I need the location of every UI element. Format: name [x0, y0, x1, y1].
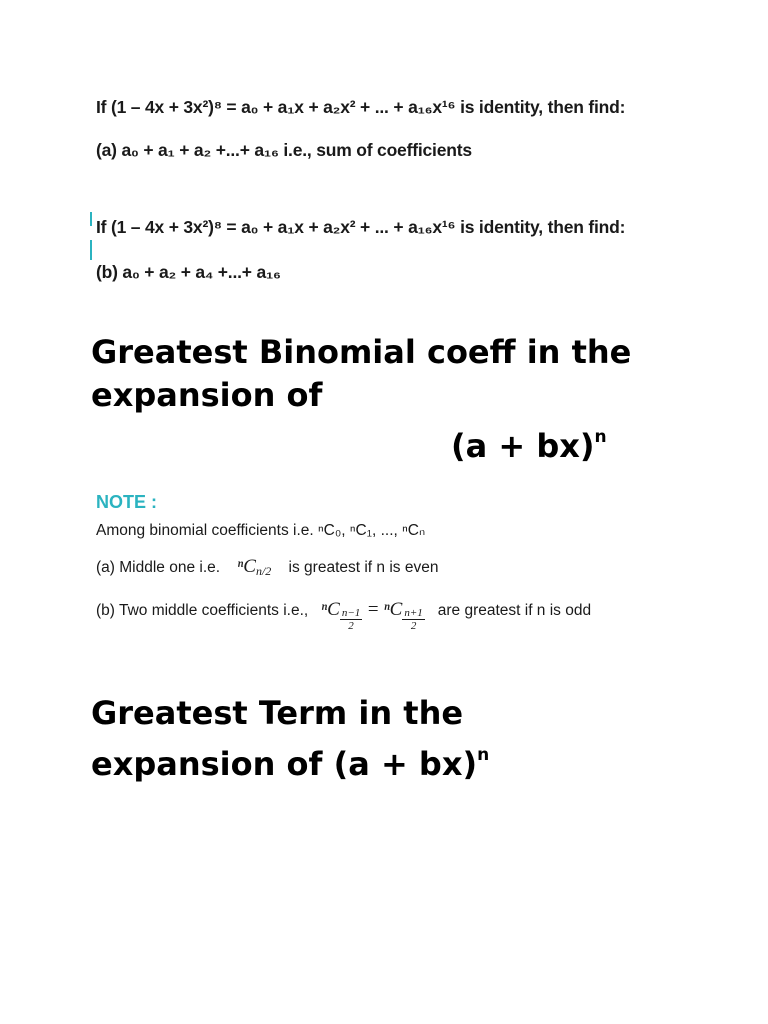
heading-greatest-term-text: expansion of (a + bx): [91, 745, 478, 783]
heading-greatest-binomial-coeff-line2: expansion of: [91, 376, 323, 414]
fraction-b-numerator: n+1: [404, 607, 423, 619]
expression-exponent: n: [594, 427, 607, 447]
problem-line-3: If (1 – 4x + 3x²)⁸ = a₀ + a₁x + a₂x² + ... + a₁₆x¹⁶ is identity, then find:: [96, 217, 626, 237]
fraction-a-denominator: 2: [348, 620, 354, 632]
heading-greatest-term-exponent: n: [477, 745, 490, 765]
expression-text: (a + bx): [451, 427, 595, 465]
note-line-2-prefix: (a) Middle one i.e.: [96, 559, 221, 576]
heading-greatest-term: Greatest Term in the: [91, 694, 464, 732]
heading-expression: [451, 416, 607, 468]
problem-line-1: If (1 – 4x + 3x²)⁸ = a₀ + a₁x + a₂x² + ... + a₁₆x¹⁶ is identity, then find:: [96, 97, 626, 117]
binomial-symbol-a: ⁿC: [321, 599, 340, 620]
note-title: NOTE :: [96, 492, 157, 512]
equals-sign: =: [366, 599, 380, 620]
cursor-mark: [90, 240, 92, 260]
fraction-b: [402, 607, 424, 632]
heading-greatest-binomial-coeff: Greatest Binomial coeff in the: [91, 333, 632, 371]
note-line-2: [96, 556, 438, 579]
fraction-b-denominator: 2: [410, 620, 417, 632]
binomial-symbol: ⁿC: [237, 556, 256, 577]
problem-line-2: (a) a₀ + a₁ + a₂ +...+ a₁₆ i.e., sum of coefficients: [96, 140, 472, 160]
fraction-a: [340, 607, 362, 632]
heading-greatest-term-line2: [91, 734, 489, 786]
binomial-subscript: n/2: [255, 564, 272, 578]
fraction-a-numerator: n−1: [341, 607, 361, 619]
note-line-2-suffix: is greatest if n is even: [288, 559, 439, 576]
problem-line-4: (b) a₀ + a₂ + a₄ +...+ a₁₆: [96, 262, 281, 282]
note-line-3-suffix: are greatest if n is odd: [437, 602, 592, 619]
binomial-symbol-b: ⁿC: [383, 599, 403, 620]
note-line-1: Among binomial coefficients i.e. ⁿC₀, ⁿC₁, ..., ⁿCₙ: [96, 522, 426, 539]
note-line-3: [96, 599, 591, 632]
note-line-3-prefix: (b) Two middle coefficients i.e.,: [96, 602, 309, 619]
cursor-mark: [90, 212, 92, 226]
